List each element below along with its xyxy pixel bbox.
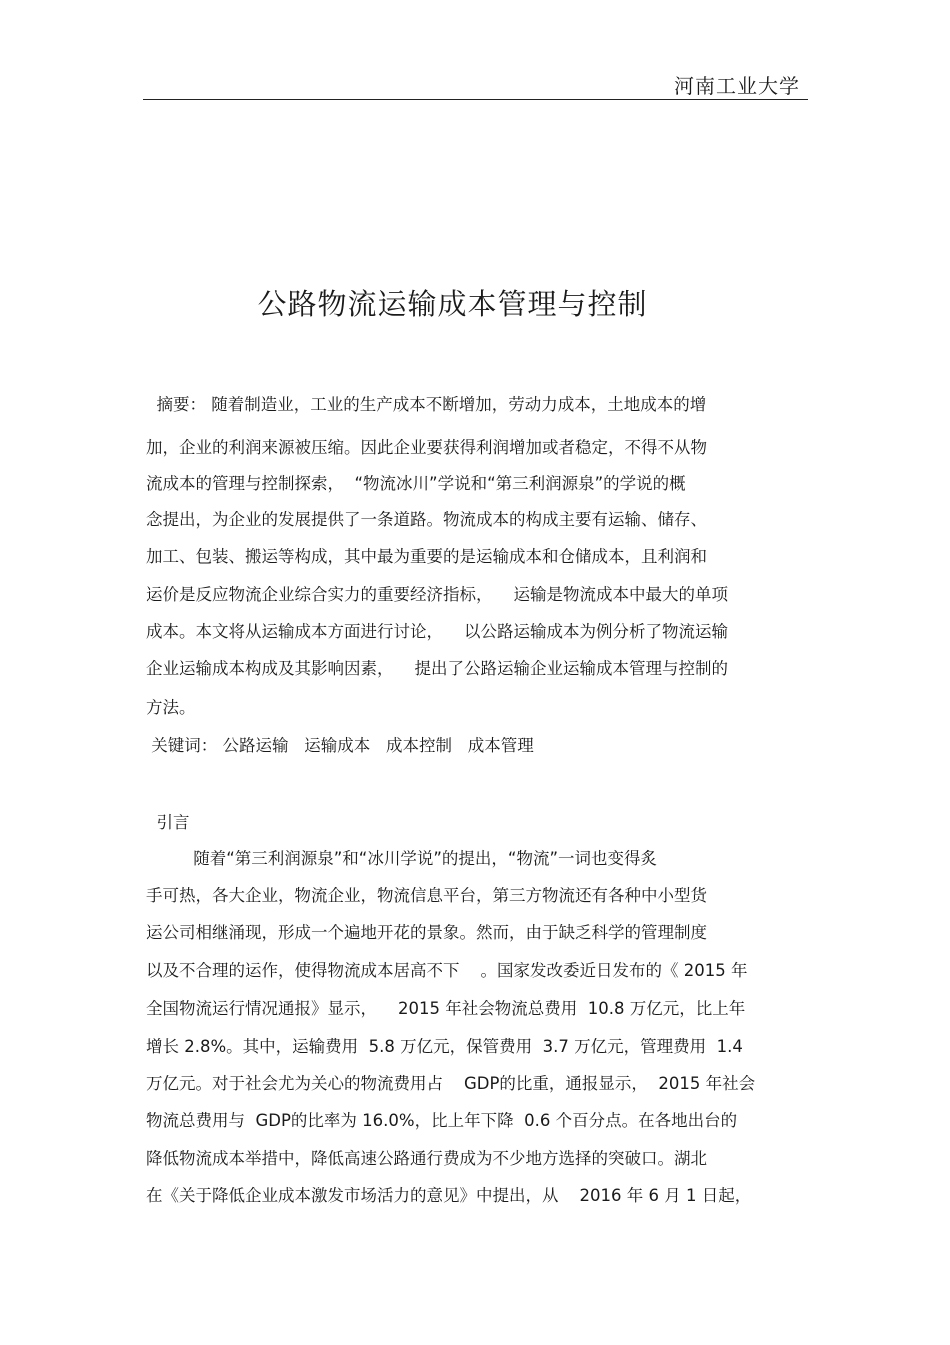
abstract-line: 念提出，为企业的发展提供了一条道路。物流成本的构成主要有运输、储存、	[146, 510, 707, 529]
intro-line: 随着“第三利润源泉”和“冰川学说”的提出，“物流”一词也变得炙	[146, 849, 657, 868]
paper-title: 公路物流运输成本管理与控制	[257, 287, 648, 321]
abstract-line: 加，企业的利润来源被压缩。因此企业要获得利润增加或者稳定，不得不从物	[146, 438, 707, 457]
header-university: 河南工业大学	[674, 74, 800, 98]
intro-line: 运公司相继涌现，形成一个遍地开花的景象。然而，由于缺乏科学的管理制度	[146, 923, 707, 942]
section-heading-intro: 引言	[146, 813, 190, 832]
intro-line: 以及不合理的运作，使得物流成本居高不下 。国家发改委近日发布的《 2015 年	[146, 961, 748, 980]
intro-line: 增长 2.8%。其中，运输费用 5.8 万亿元，保管费用 3.7 万亿元，管理费用 1.4	[146, 1037, 743, 1056]
intro-line: 在《关于降低企业成本激发市场活力的意见》中提出，从 2016 年 6 月 1 日起，	[146, 1186, 752, 1205]
abstract-line: 摘要： 随着制造业，工业的生产成本不断增加，劳动力成本，土地成本的增	[146, 395, 707, 414]
intro-line: 降低物流成本举措中，降低高速公路通行费成为不少地方选择的突破口。湖北	[146, 1149, 707, 1168]
abstract-line: 成本。本文将从运输成本方面进行讨论， 以公路运输成本为例分析了物流运输	[146, 622, 728, 641]
intro-line: 全国物流运行情况通报》显示， 2015 年社会物流总费用 10.8 万亿元，比上年	[146, 999, 746, 1018]
abstract-line: 加工、包装、搬运等构成，其中最为重要的是运输成本和仓储成本，且利润和	[146, 547, 707, 566]
keywords-line: 关键词： 公路运输 运输成本 成本控制 成本管理	[146, 736, 534, 755]
intro-line: 万亿元。对于社会尤为关心的物流费用占 GDP的比重，通报显示， 2015 年社会	[146, 1074, 756, 1093]
abstract-line: 方法。	[146, 698, 196, 717]
abstract-line: 企业运输成本构成及其影响因素， 提出了公路运输企业运输成本管理与控制的	[146, 659, 728, 678]
abstract-line: 运价是反应物流企业综合实力的重要经济指标， 运输是物流成本中最大的单项	[146, 585, 728, 604]
header-divider	[143, 99, 808, 100]
intro-line: 手可热，各大企业，物流企业，物流信息平台，第三方物流还有各种中小型货	[146, 886, 707, 905]
abstract-line: 流成本的管理与控制探索， “物流冰川”学说和“第三利润源泉”的学说的概	[146, 474, 686, 493]
intro-line: 物流总费用与 GDP的比率为 16.0%，比上年下降 0.6 个百分点。在各地出台的	[146, 1111, 738, 1130]
